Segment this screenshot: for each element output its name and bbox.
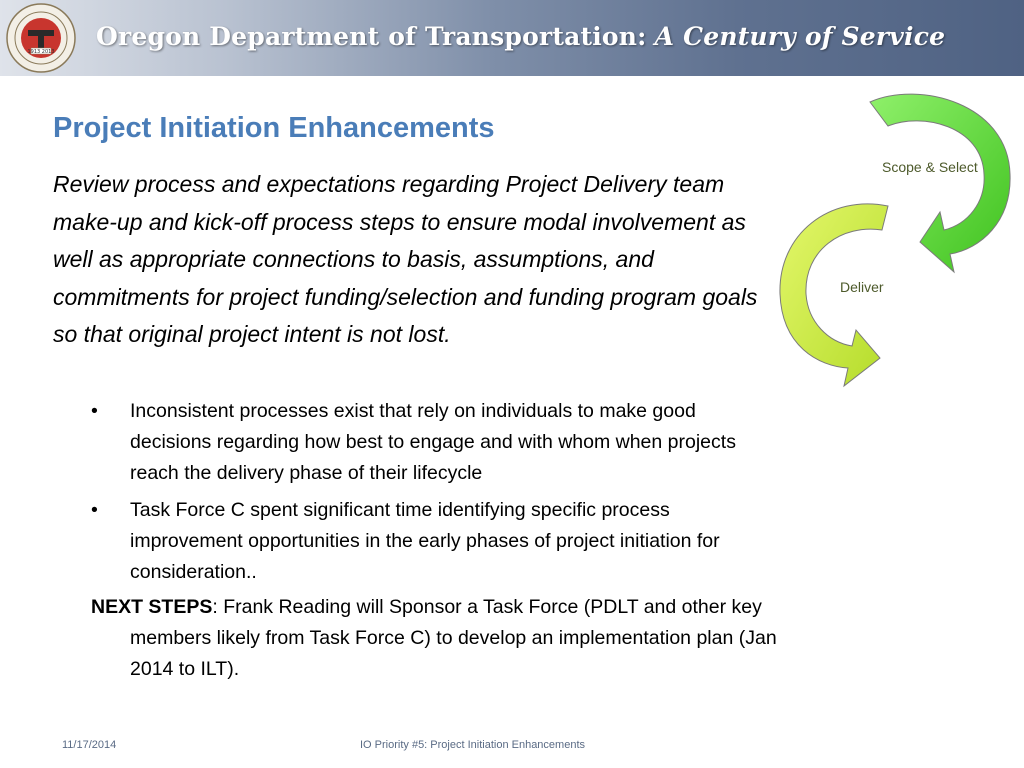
stage-label-deliver: Deliver [840, 279, 884, 295]
bullet-text: Task Force C spent significant time identifying specific process improvement opportunities in the early phases of project initiation for consideration.. [130, 499, 720, 583]
bullet-icon: • [91, 499, 98, 521]
scope-select-arrow [870, 94, 1010, 272]
svg-text:1913 2013: 1913 2013 [27, 49, 55, 55]
odot-seal-icon [6, 3, 76, 73]
header-title-main: Oregon Department of Transportation: [96, 22, 647, 51]
footer-date: 11/17/2014 [62, 739, 117, 751]
bullet-item [91, 495, 781, 588]
slide-title: Project Initiation Enhancements [53, 112, 495, 144]
footer-title: IO Priority #5: Project Initiation Enhancements [360, 739, 585, 751]
bullet-list [91, 396, 781, 594]
bullet-icon: • [91, 400, 98, 422]
next-steps-label: NEXT STEPS [91, 596, 213, 618]
slide-header [0, 0, 1024, 76]
stage-label-scope-select: Scope & Select [882, 159, 978, 175]
next-steps [91, 592, 781, 685]
header-title [96, 22, 945, 56]
intro-paragraph: Review process and expectations regarding Project Delivery team make-up and kick-off process steps to ensure modal involvement as well as appropriate connections to basis, assumptions, and commitments for project funding/selection and funding program goals so that original project intent is not lost. [53, 171, 758, 348]
process-cycle-diagram [770, 84, 1024, 394]
bullet-text: Inconsistent processes exist that rely on individuals to make good decisions regarding how best to engage and with whom when projects reach the delivery phase of their lifecycle [130, 400, 736, 484]
bullet-item [91, 396, 781, 489]
header-subtitle: A Century of Service [654, 22, 946, 51]
next-steps-text: : Frank Reading will Sponsor a Task Force (PDLT and other key members likely from Task Force C) to develop an implementation plan (Jan 2014 to ILT). [130, 596, 777, 680]
